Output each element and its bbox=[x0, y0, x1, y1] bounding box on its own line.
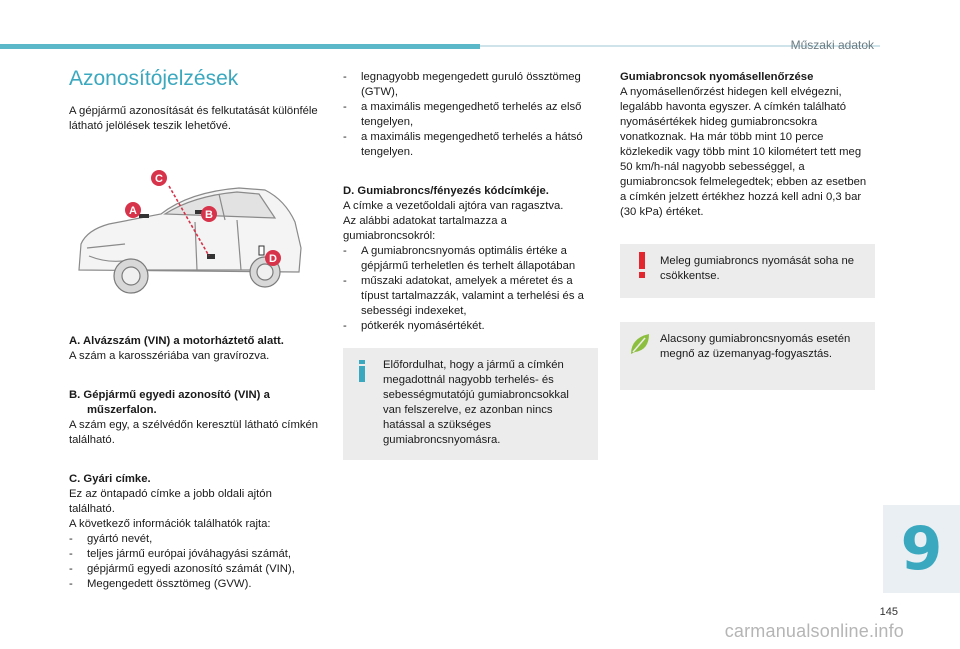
item-b-text: A szám egy, a szélvédőn keresztül látható címkén található. bbox=[69, 419, 319, 446]
tyre-pressure-text: A nyomásellenőrzést hidegen kell elvégezni, legalább havonta egyszer. A címkén található nyomásértékek hideg gumiabroncsokra vonatkoznak. Ha már több mint 10 perce közlekedik vagy több mint 10 kilométert tett meg 50 km/h-nál nagyobb sebességgel, a gumiabroncsok felmelegedtek; ebben az esetben a címkén jelzett értékhez hozzá kell adni 0,3 bar (30 kPa) értéket. bbox=[620, 86, 867, 218]
list-item: - a maximális megengedhető terhelés a hátsó tengelyen. bbox=[343, 130, 598, 160]
warning-icon bbox=[636, 252, 648, 278]
list-item: - teljes jármű európai jóváhagyási számát, bbox=[69, 547, 319, 562]
info-box bbox=[343, 348, 598, 460]
item-c-list bbox=[69, 532, 319, 592]
item-c-text: Ez az öntapadó címke a jobb oldali ajtón található. bbox=[69, 488, 272, 515]
callout-a bbox=[125, 202, 141, 218]
svg-text:D: D bbox=[269, 253, 277, 265]
warning-box bbox=[620, 244, 875, 298]
chapter-tab bbox=[883, 505, 960, 593]
callout-d bbox=[265, 250, 281, 266]
watermark: carmanualsonline.info bbox=[724, 621, 904, 641]
item-b-title-cont: műszerfalon. bbox=[87, 404, 157, 416]
callout-c bbox=[151, 170, 167, 186]
intro-text: A gépjármű azonosítását és felkutatását különféle látható jelölések teszik lehetővé. bbox=[69, 105, 318, 132]
info-text: Előfordulhat, hogy a jármű a címkén megadottnál nagyobb terhelés- és sebességmutatójú gumiabroncsokkal van felszerelve, ez azonban nincs hatással a szükséges gumiabroncsnyomásra. bbox=[383, 359, 569, 446]
list-item: - Megengedett össztömeg (GVW). bbox=[69, 577, 319, 592]
header-accent-bar bbox=[0, 44, 480, 49]
item-a-text: A szám a karosszériába van gravírozva. bbox=[69, 350, 270, 362]
item-a-title: A. Alvázszám (VIN) a motorháztető alatt. bbox=[69, 335, 284, 347]
leaf-icon bbox=[629, 332, 651, 356]
warning-text: Meleg gumiabroncs nyomását soha ne csökkentse. bbox=[660, 255, 855, 282]
car-identification-figure bbox=[69, 152, 309, 312]
column-tyre-pressure bbox=[620, 70, 875, 390]
chapter-number: 9 bbox=[900, 514, 943, 584]
item-d-text: A címke a vezetőoldali ajtóra van ragasztva. bbox=[343, 200, 564, 212]
page-title: Azonosítójelzések bbox=[69, 67, 239, 90]
tyre-pressure-title: Gumiabroncsok nyomásellenőrzése bbox=[620, 71, 814, 83]
item-b-title: B. Gépjármű egyedi azonosító (VIN) a bbox=[69, 389, 270, 401]
callout-b bbox=[201, 206, 217, 222]
list-item: - gyártó nevét, bbox=[69, 532, 319, 547]
list-item: - A gumiabroncsnyomás optimális értéke a gépjármű terheletlen és terhelt állapotában bbox=[343, 244, 598, 274]
section-title: Műszaki adatok bbox=[790, 38, 874, 52]
list-item: - legnagyobb megengedett guruló össztömeg (GTW), bbox=[343, 70, 598, 100]
item-c-list-cont bbox=[343, 70, 598, 160]
list-item: - gépjármű egyedi azonosító számát (VIN), bbox=[69, 562, 319, 577]
eco-text: Alacsony gumiabroncsnyomás esetén megnő az üzemanyag-fogyasztás. bbox=[660, 333, 851, 360]
column-identification bbox=[69, 66, 319, 592]
svg-text:B: B bbox=[205, 209, 213, 221]
svg-text:A: A bbox=[129, 205, 137, 217]
item-c-title: C. Gyári címke. bbox=[69, 473, 151, 485]
column-labels bbox=[343, 70, 598, 460]
item-d-list bbox=[343, 244, 598, 334]
item-d-text2: Az alábbi adatokat tartalmazza a gumiabroncsokról: bbox=[343, 215, 507, 242]
eco-box bbox=[620, 322, 875, 390]
info-icon bbox=[355, 360, 369, 382]
page-number: 145 bbox=[879, 606, 898, 618]
item-c-text2: A következő információk találhatók rajta: bbox=[69, 518, 271, 530]
list-item: - a maximális megengedhető terhelés az első tengelyen, bbox=[343, 100, 598, 130]
list-item: - pótkerék nyomásértékét. bbox=[343, 319, 598, 334]
list-item: - műszaki adatokat, amelyek a méretet és a típust tartalmazzák, valamint a terhelési és a sebességi indexeket, bbox=[343, 274, 598, 319]
svg-text:C: C bbox=[155, 173, 163, 185]
item-d-title: D. Gumiabroncs/fényezés kódcímkéje. bbox=[343, 185, 549, 197]
